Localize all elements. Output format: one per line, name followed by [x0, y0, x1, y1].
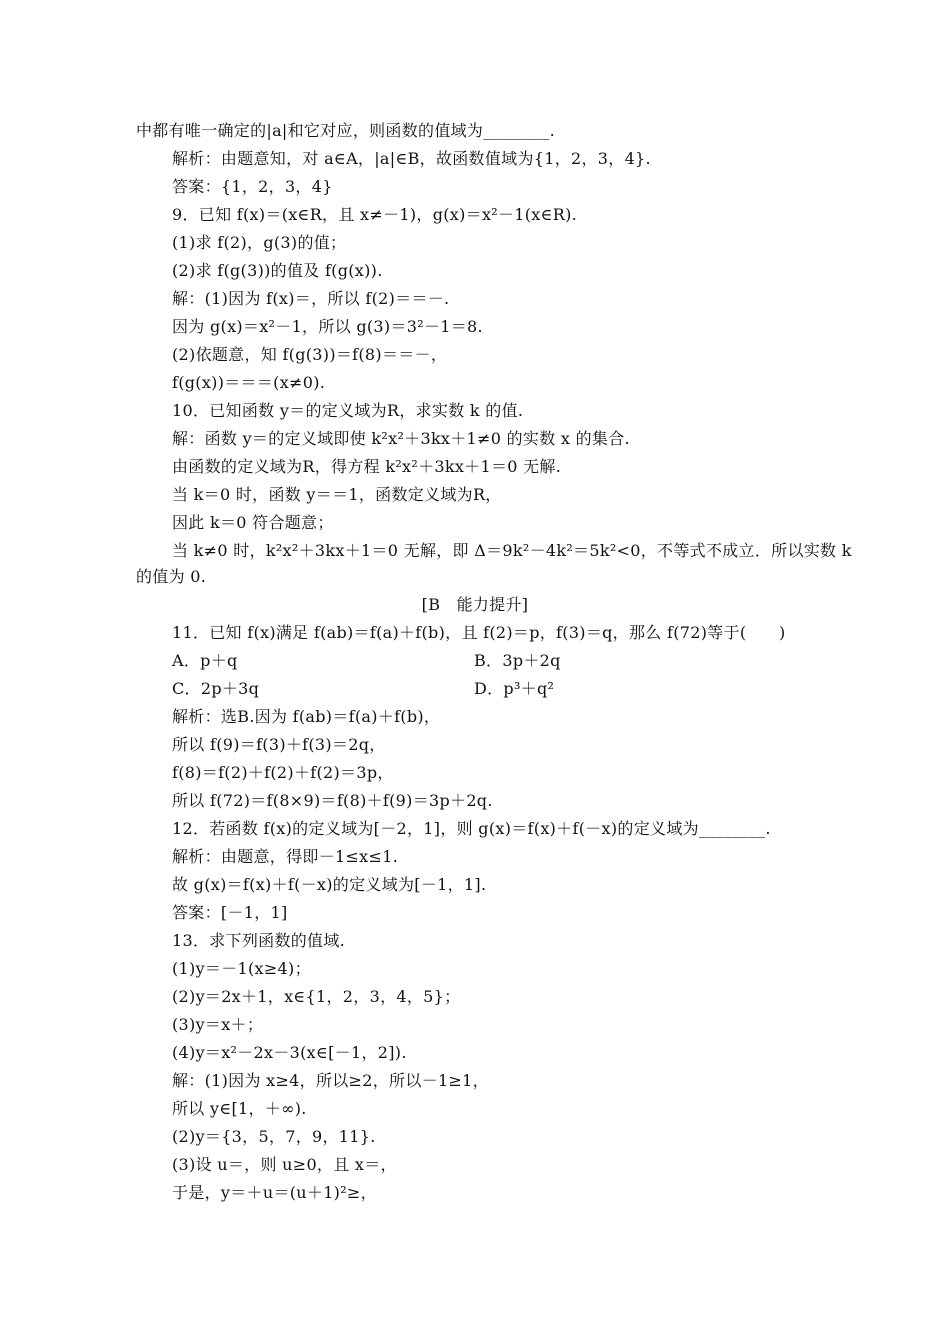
text-line: 中都有唯一确定的|a|和它对应，则函数的值域为________. [136, 121, 556, 140]
text-line: (1)y＝－1(x≥4)； [172, 959, 311, 978]
text-line: 当 k＝0 时，函数 y＝＝1，函数定义域为R， [172, 485, 502, 504]
text-line: (3)设 u＝，则 u≥0，且 x＝， [172, 1155, 397, 1174]
text-line: (2)y＝2x＋1，x∈{1，2，3，4，5}； [172, 987, 461, 1006]
text-line: 于是，y＝＋u＝(u＋1)²≥， [172, 1183, 377, 1202]
text-line: (1)求 f(2)，g(3)的值； [172, 233, 347, 252]
text-line: 故 g(x)＝f(x)＋f(－x)的定义域为[－1，1]. [172, 875, 487, 894]
text-line: 所以 y∈[1，＋∞). [172, 1099, 307, 1118]
text-line: 因为 g(x)＝x²－1，所以 g(3)＝3²－1＝8. [172, 317, 483, 336]
text-line: 10．已知函数 y＝的定义域为R，求实数 k 的值. [172, 401, 524, 420]
text-line: 解析：由题意，得即－1≤x≤1. [172, 847, 399, 866]
text-line: 解：函数 y＝的定义域即使 k²x²＋3kx＋1≠0 的实数 x 的集合. [172, 429, 630, 448]
text-line: 因此 k＝0 符合题意； [172, 513, 334, 532]
text-line: 答案：{1，2，3，4} [172, 177, 333, 196]
question-line: 12．若函数 f(x)的定义域为[－2，1]，则 g(x)＝f(x)＋f(－x)的定义域为________. [172, 819, 771, 838]
option-d: D．p³＋q² [474, 679, 555, 698]
text-line: (3)y＝x＋； [172, 1015, 264, 1034]
text-line: 的值为 0. [136, 567, 207, 586]
text-line: f(g(x))＝＝＝(x≠0). [172, 373, 326, 392]
text-line: 所以 f(9)＝f(3)＋f(3)＝2q， [172, 735, 386, 754]
option-b: B．3p＋2q [474, 651, 561, 670]
text-line: 由函数的定义域为R，得方程 k²x²＋3kx＋1＝0 无解. [172, 457, 562, 476]
text-line: (2)y＝{3，5，7，9，11}. [172, 1127, 376, 1146]
text-line: 所以 f(72)＝f(8×9)＝f(8)＋f(9)＝3p＋2q. [172, 791, 493, 810]
text-line: 解析：由题意知，对 a∈A，|a|∈B，故函数值域为{1，2，3，4}. [172, 149, 651, 168]
option-a: A．p＋q [172, 651, 238, 670]
text-line: 解：(1)因为 f(x)＝，所以 f(2)＝＝－. [172, 289, 450, 308]
text-line: 答案：[－1，1] [172, 903, 288, 922]
text-line: 9．已知 f(x)＝(x∈R，且 x≠－1)，g(x)＝x²－1(x∈R). [172, 205, 578, 224]
question-line: 11．已知 f(x)满足 f(ab)＝f(a)＋f(b)，且 f(2)＝p，f(3)＝q，那么 f(72)等于( ) [172, 623, 786, 642]
section-heading: [B 能力提升] [421, 595, 529, 614]
text-line: (2)依题意，知 f(g(3))＝f(8)＝＝－， [172, 345, 448, 364]
text-line: (4)y＝x²－2x－3(x∈[－1，2]). [172, 1043, 407, 1062]
question-line: 13．求下列函数的值域. [172, 931, 346, 950]
text-line: (2)求 f(g(3))的值及 f(g(x)). [172, 261, 383, 280]
text-line: f(8)＝f(2)＋f(2)＋f(2)＝3p， [172, 763, 394, 782]
option-c: C．2p＋3q [172, 679, 260, 698]
text-line: 解析：选B.因为 f(ab)＝f(a)＋f(b)， [172, 707, 441, 726]
text-line: 解：(1)因为 x≥4，所以≥2，所以－1≥1， [172, 1071, 489, 1090]
text-line: 当 k≠0 时，k²x²＋3kx＋1＝0 无解，即 Δ＝9k²－4k²＝5k²<0，不等式不成立．所以实数 k [172, 541, 852, 560]
